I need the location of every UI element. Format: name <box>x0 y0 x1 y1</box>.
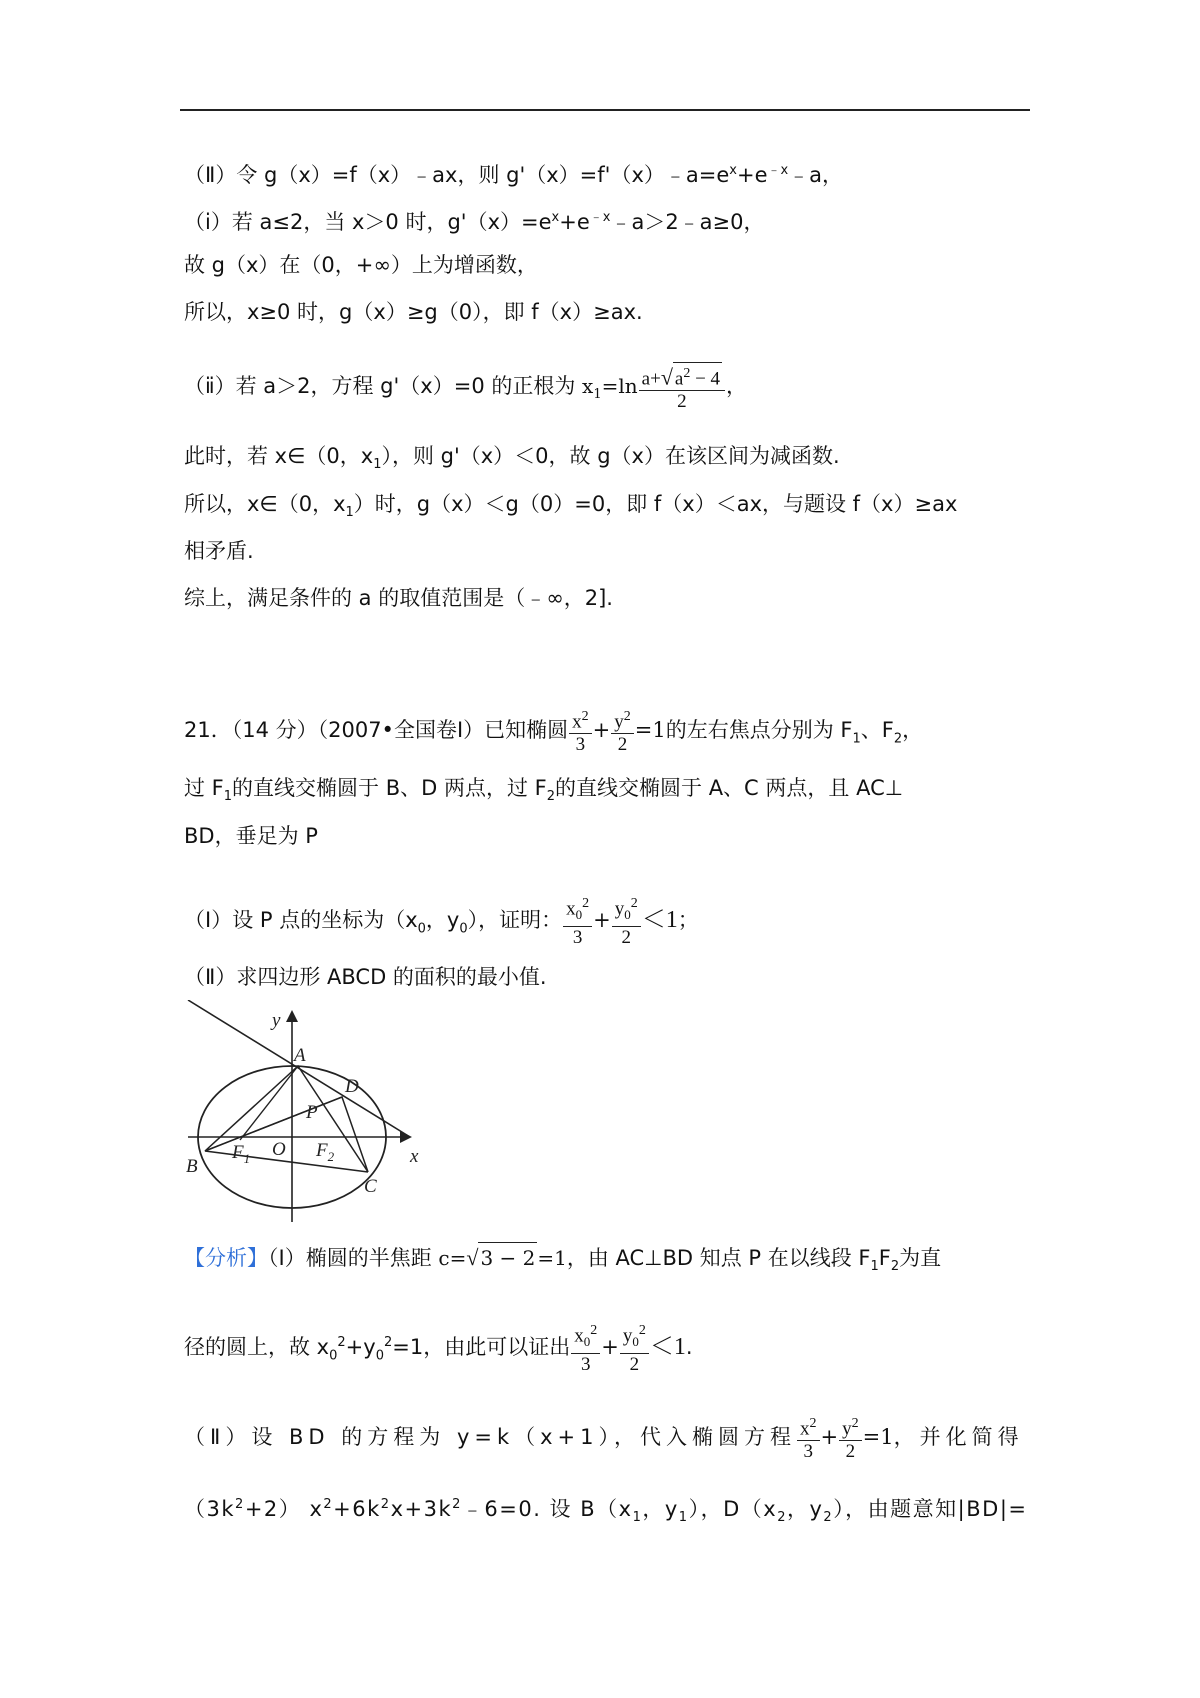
label-b: B <box>186 1156 198 1177</box>
decreasing-line: 此时，若 x∈（0，$x_1$），则 g'（x）＜0，故 g（x）在该区间为减函数. <box>184 444 840 473</box>
part2-intro-line: （Ⅱ）令 g（x）=f（x）﹣ax，则 $g'(x)=f'(x)﹣a=e^x+e^{﹣x}﹣a$， <box>184 163 844 187</box>
label-x: x <box>410 1146 419 1167</box>
part2-line-1: （Ⅱ）设 BD 的方程为 y=k（x+1），代入椭圆方程 $\frac{x^2}{3}$ + $\frac{y^2}{2}$ =1，并化简得 <box>184 1413 1024 1463</box>
label-f2: $F_2$ <box>316 1140 335 1164</box>
analysis-line-2: 径的圆上，故 $x_0^2+y_0^2=1$，由此可以证出 $\frac{x_0^2}{3}$ + $\frac{y_0^2}{2}$ ＜1. <box>184 1320 693 1376</box>
label-f1: $F_1$ <box>232 1142 251 1166</box>
case-i-line: （ⅰ）若 a≤2，当 x＞0 时，$g'(x)=e^x+e^{﹣x}﹣a>2﹣a\ge 0$， <box>184 210 765 234</box>
part2-line-2: $(3k^2+2)$ $x^2+6k^2x+3k^2﹣6=0$. 设 $B(x_1$，$y_1$），$D(x_2$，$y_2$），由题意知|BD|= <box>184 1497 1028 1526</box>
root-formula: $x_1=\ln$ $\frac{a+√ a^2 - 4}{2}$ <box>582 374 726 398</box>
label-c: C <box>364 1176 377 1197</box>
semi-focal-formula: c=√ 3 − 2 =1 <box>438 1246 566 1270</box>
question-1-line: （Ⅰ）设 P 点的坐标为（$x_0$，$y_0$），证明： $\frac{x_0^2}{3}$ + $\frac{y_0^2}{2}$ ＜1； <box>184 893 699 949</box>
label-a: A <box>294 1045 306 1066</box>
ellipse-figure <box>180 1000 430 1230</box>
header-rule <box>180 109 1030 111</box>
conclusion-i-line: 所以，x≥0 时，g（x）≥g（0），即 f（x）≥ax. <box>184 300 643 324</box>
label-p: P <box>306 1102 318 1123</box>
problem-21-line-2: 过 $F_1$的直线交椭圆于 B、D 两点，过 $F_2$的直线交椭圆于 A、C 两点，且 AC⊥ <box>184 776 904 805</box>
increasing-line: 故 g（x）在（0，+∞）上为增函数， <box>184 253 538 277</box>
question-2-line: （Ⅱ）求四边形 ABCD 的面积的最小值. <box>184 965 547 989</box>
problem-21-line-1: 21．（14 分）（2007•全国卷Ⅰ）已知椭圆 $\frac{x^2}{3}$ + $\frac{y^2}{2}$ =1的左右焦点分别为 $F_1$、$F_2$， <box>184 706 923 756</box>
y-axis-arrow <box>286 1010 298 1022</box>
contradiction-line-2: 相矛盾. <box>184 539 254 563</box>
label-d: D <box>345 1076 359 1097</box>
contradiction-line: 所以，x∈（0，$x_1$）时，g（x）＜g（0）=0，即 f（x）＜ax，与题设 f（x）≥ax <box>184 492 958 521</box>
problem-21-line-3: BD，垂足为 P <box>184 824 318 848</box>
case-ii-line: （ⅱ）若 a＞2，方程 g'（x）=0 的正根为 $x_1=\ln$ $\frac{a+√ a^2 - 4}{2}$ ， <box>184 362 747 413</box>
label-o: O <box>272 1139 286 1160</box>
label-y: y <box>272 1010 281 1031</box>
analysis-tag: 【分析】 <box>184 1246 268 1270</box>
analysis-line-1: 【分析】（Ⅰ）椭圆的半焦距 c=√ 3 − 2 =1，由 AC⊥BD 知点 P 在以线段 $F_1F_2$为直 <box>184 1242 941 1282</box>
summary-line: 综上，满足条件的 a 的取值范围是（﹣∞，2]. <box>184 586 613 610</box>
x-axis-arrow <box>400 1131 412 1143</box>
segment-af1 <box>240 1066 298 1140</box>
